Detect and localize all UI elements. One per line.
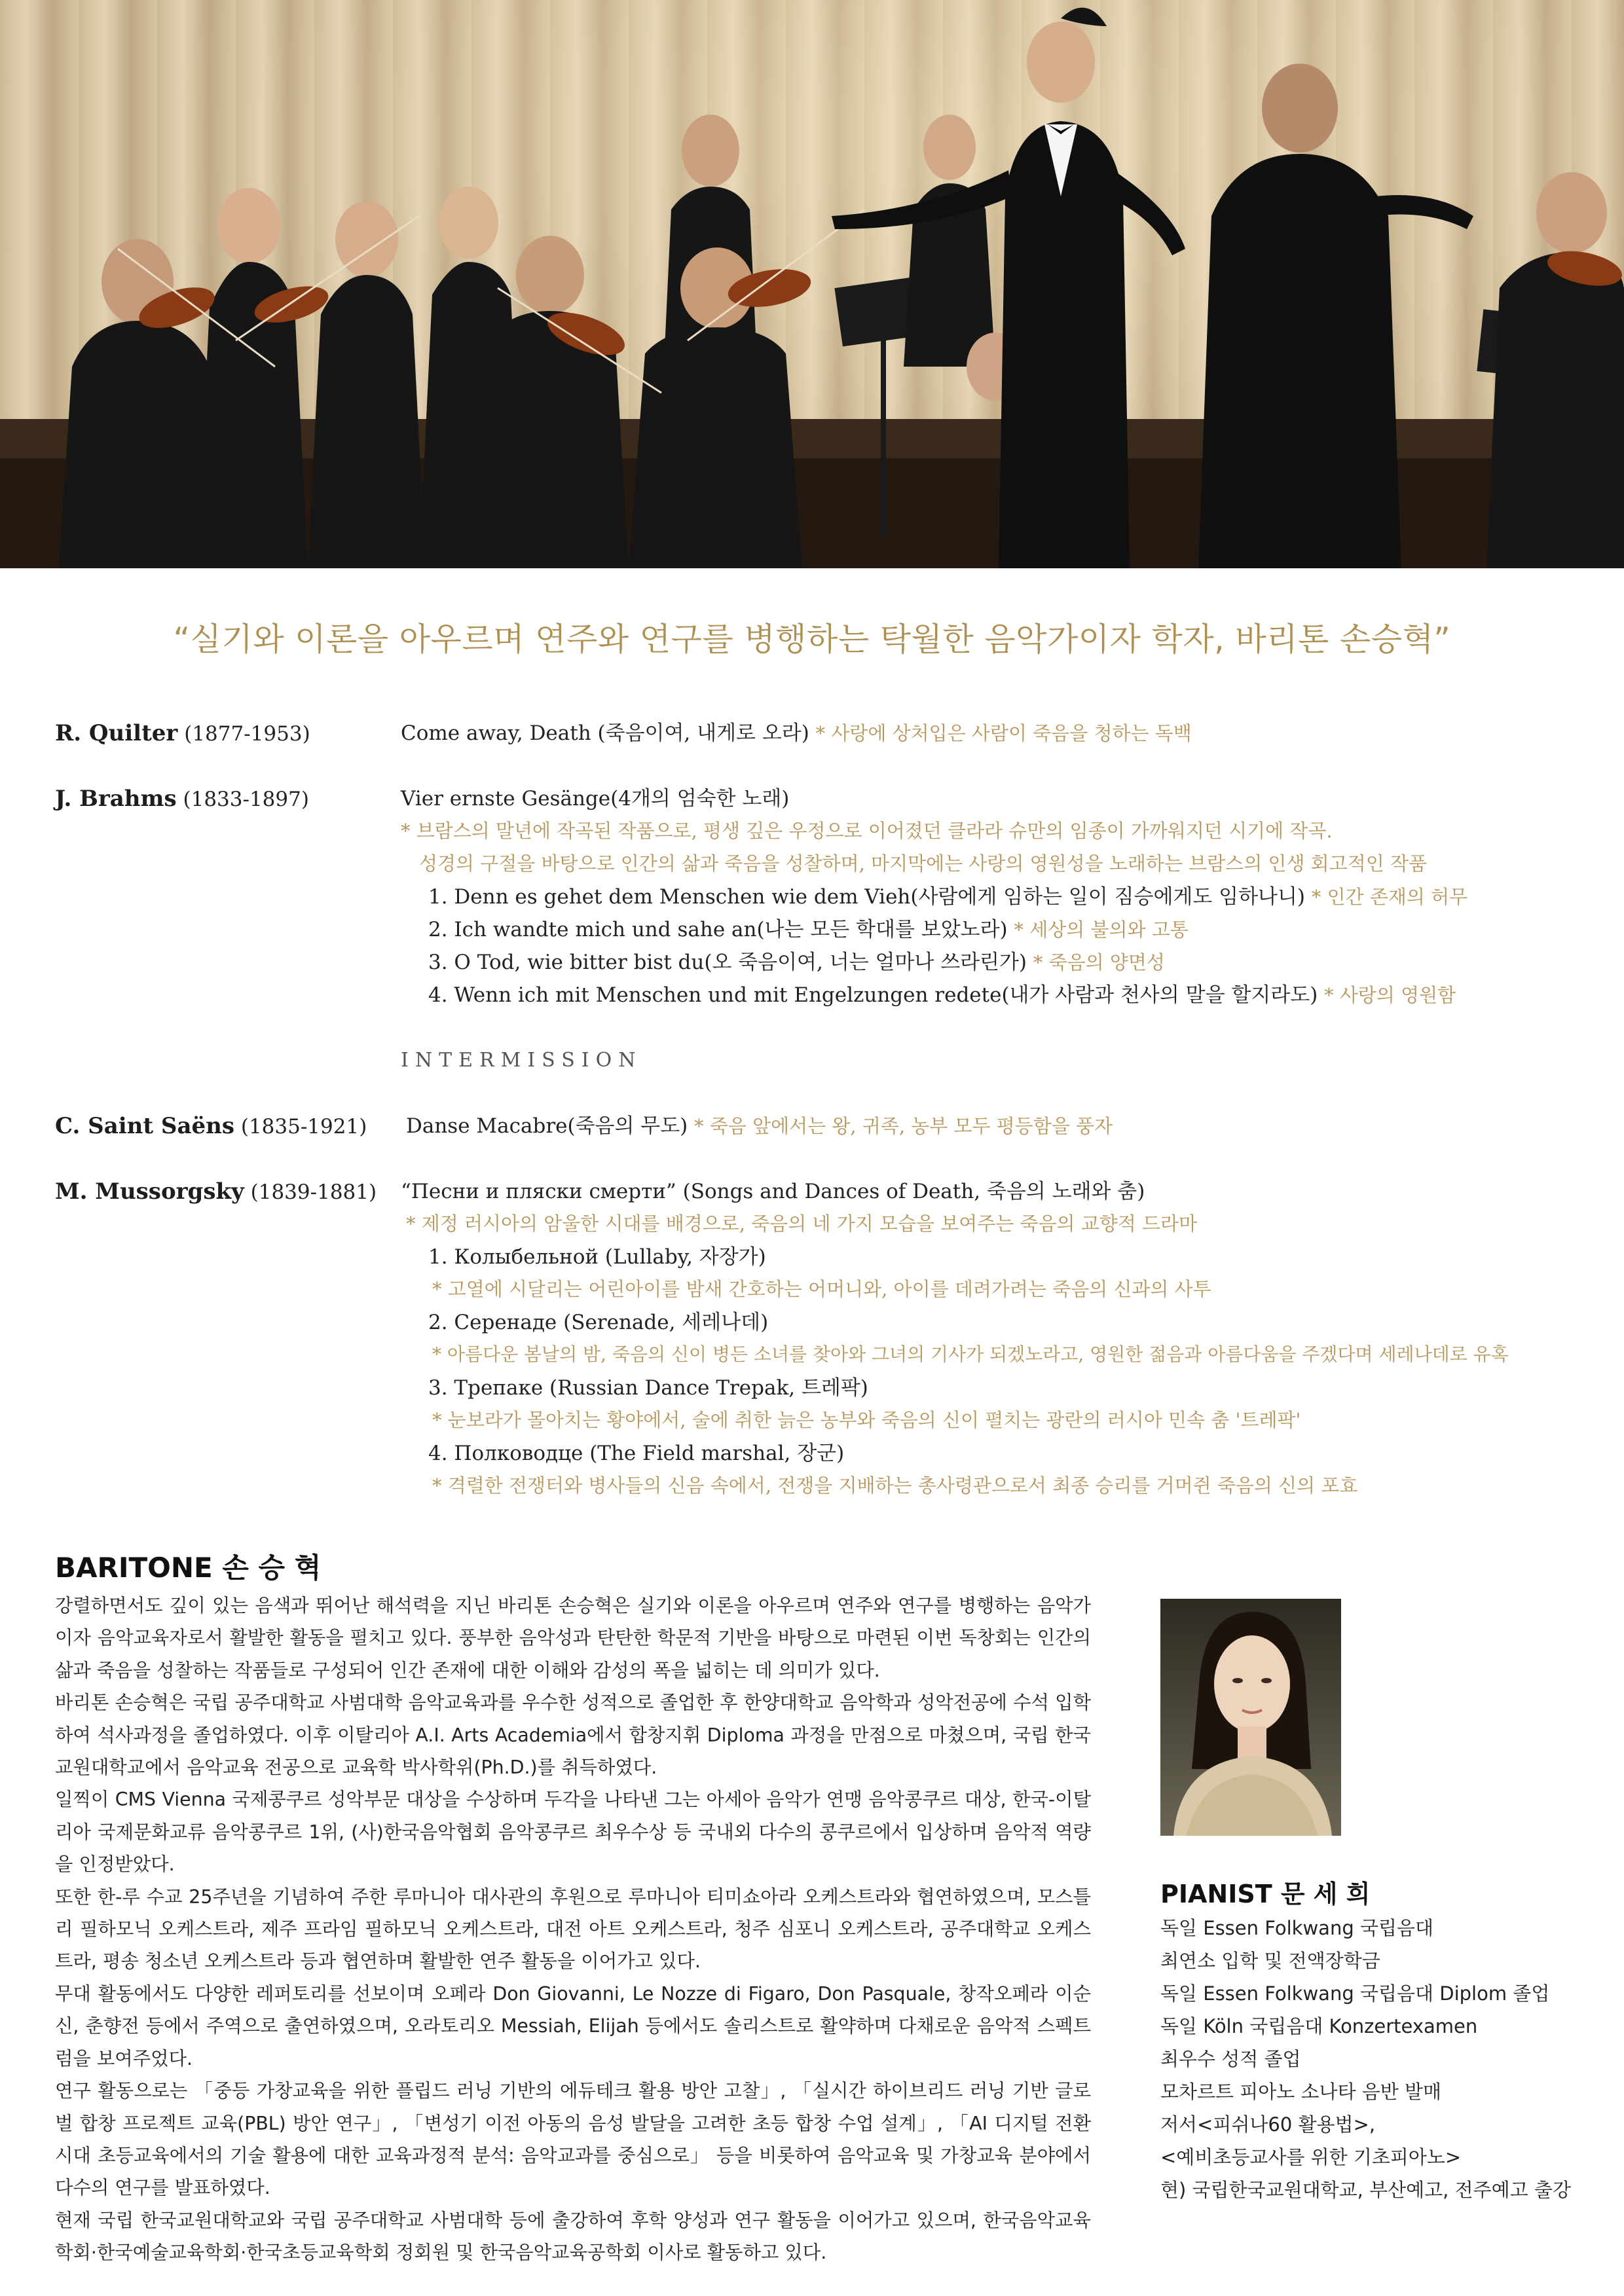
program-composer-mussorgsky [55,1178,377,1205]
mussorgsky-note: * 제정 러시아의 암울한 시대를 배경으로, 죽음의 네 가지 모습을 보여주는 죽음의 교향적 드라마 [406,1212,1198,1235]
composer-name: C. Saint Saëns [55,1113,234,1139]
work-title: Danse Macabre(죽음의 무도) [406,1114,688,1138]
list-item: 최우수 성적 졸업 [1160,2048,1301,2070]
brahms-song-4 [428,983,1456,1008]
song-title: 1. Denn es gehet dem Menschen wie dem Vieh(사람에게 임하는 일이 짐승에게도 임하나니) [428,885,1306,909]
list-item: 최연소 입학 및 전액장학금 [1160,1950,1380,1972]
list-item: 독일 Köln 국립음대 Konzertexamen [1160,2015,1478,2037]
mussorgsky-song-1-note: * 고열에 시달리는 어린아이를 밤새 간호하는 어머니와, 아이를 데려가려는 죽음의 신과의 사투 [432,1278,1211,1300]
program-work-brahms: Vier ernste Gesänge(4개의 엄숙한 노래) [401,787,790,811]
baritone-biography: 강렬하면서도 깊이 있는 음색과 뛰어난 해석력을 지닌 바리톤 손승혁은 실기와 이론을 아우르며 연주와 연구를 병행하는 음악가이자 음악교육자로서 활발한 활동을 펼치고 있다. 풍부한 음악성과 탄탄한 학문적 기반을 바탕으로 마련된 이번 독창회는 인간의 삶과 죽음을 성찰하는 작품들로 구성되어 인간 존재에 대한 이해와 감성의 폭을 넓히는 데 의미가 있다. 바리톤 손승혁은 국립 공주대학교 사범대학 음악교육과를 우수한 성적으로 졸업한 후 한양대학교 음악학과 성악전공에 수석 입학하여 석사과정을 졸업하였다. 이후 이탈리아 A.I. Arts Academia에서 합창지휘 Diploma 과정을 만점으로 마쳤으며, 국립 한국교원대학교에서 음악교육 전공으로 교육학 박사학위(Ph.D.)를 취득하였다. 일찍이 CMS Vienna 국제콩쿠르 성악부문 대상을 수상하며 두각을 나타낸 그는 아세아 음악가 연맹 음악콩쿠르 대상, 한국-이탈리아 국제문화교류 음악콩쿠르 1위, (사)한국음악협회 음악콩쿠르 최우수상 등 국내외 다수의 콩쿠르에서 입상하며 음악적 역량을 인정받았다. 또한 한-루 수교 25주년을 기념하여 주한 루마니아 대사관의 후원으로 루마니아 티미쇼아라 오케스트라와 협연하였으며, 모스틀리 필하모닉 오케스트라, 제주 프라임 필하모닉 오케스트라, 대전 아트 오케스트라, 청주 심포니 오케스트라, 공주대학교 오케스트라, 평송 청소년 오케스트라 등과 협연하며 활발한 연주 활동을 이어가고 있다. 무대 활동에서도 다양한 레퍼토리를 선보이며 오페라 Don Giovanni, Le Nozze di Figaro, Don Pasquale, 창작오페라 이순신, 춘향전 등에서 주역으로 출연하였으며, 오라토리오 Messiah, Elijah 등에서도 솔리스트로 활약하며 다채로운 음악적 스펙트럼을 보여주었다. 연구 활동으로는 「중등 가창교육을 위한 플립드 러닝 기반의 에듀테크 활용 방안 고찰」, 「실시간 하이브리드 러닝 기반 글로벌 합창 프로젝트 교육(PBL) 방안 연구」, 「변성기 이전 아동의 음성 발달을 고려한 초등 합창 수업 설계」, 「AI 디지털 전환 시대 초등교육에서의 기술 활용에 대한 교육과정적 분석: 음악교과를 중심으로」 등을 비롯하여 음악교육 및 가창교육 분야에서 다수의 연구를 발표하였다. 현재 국립 한국교원대학교와 국립 공주대학교 사범대학 등에 출강하여 후학 양성과 연구 활동을 이어가고 있으며, 한국음악교육학회·한국예술교육학회·한국초등교육학회 정회원 및 한국음악교육공학회 이사로 활동하고 있다. [55,1595,1091,2264]
song-title: 3. O Tod, wie bitter bist du(오 죽음이여, 너는 얼마나 쓰라린가) [428,951,1027,974]
song-note: * 세상의 불의와 고통 [1014,919,1189,941]
song-title: 4. Wenn ich mit Menschen und mit Engelzungen redete(내가 사람과 천사의 말을 할지라도) [428,983,1318,1007]
pianist-portrait-illustration [1160,1599,1341,1836]
composer-name: R. Quilter [55,720,178,746]
work-title: Come away, Death (죽음이여, 내게로 오라) [401,721,809,745]
program-work-quilter [401,721,1192,746]
song-note: * 죽음의 양면성 [1033,951,1165,974]
brahms-song-1 [428,885,1467,909]
hero-concert-photo [0,0,1624,568]
mussorgsky-song-3-note: * 눈보라가 몰아치는 황야에서, 술에 취한 늙은 농부와 죽음의 신이 펼치는 광란의 러시아 민속 춤 '트레팍' [432,1409,1301,1431]
intermission-label: INTERMISSION [401,1049,642,1072]
composer-name: J. Brahms [55,786,177,812]
concert-photo-illustration [0,0,1624,568]
song-title: 2. Ich wandte mich und sahe an(나는 모든 학대를 보았노라) [428,918,1008,941]
program-composer-brahms [55,786,309,812]
work-note: * 사랑에 상처입은 사람이 죽음을 청하는 독백 [815,722,1192,744]
list-item: 독일 Essen Folkwang 국립음대 Diplom 졸업 [1160,1982,1550,2005]
composer-years: (1877-1953) [184,722,310,746]
program-composer-quilter [55,720,310,747]
list-item: 모차르트 피아노 소나타 음반 발매 [1160,2081,1442,2103]
program-work-mussorgsky: “Песни и пляски смерти” (Songs and Dances of Death, 죽음의 노래와 춤) [401,1180,1145,1203]
mussorgsky-song-1: 1. Колыбельной (Lullaby, 자장가) [428,1245,766,1269]
composer-name: M. Mussorgsky [55,1178,244,1205]
composer-years: (1833-1897) [183,788,309,811]
song-note: * 사랑의 영원함 [1324,984,1456,1006]
brahms-song-2 [428,918,1189,942]
list-item: 독일 Essen Folkwang 국립음대 [1160,1917,1434,1939]
work-note: * 죽음 앞에서는 왕, 귀족, 농부 모두 평등함을 풍자 [694,1115,1113,1137]
list-item: <예비초등교사를 위한 기초피아노> [1160,2146,1462,2168]
composer-years: (1839-1881) [250,1180,377,1204]
program-composer-saint-saens [55,1113,367,1140]
baritone-heading: BARITONE 손 승 혁 [55,1552,322,1584]
mussorgsky-song-2: 2. Серенаде (Serenade, 세레나데) [428,1311,769,1334]
list-item: 현) 국립한국교원대학교, 부산예고, 전주예고 출강 [1160,2179,1571,2201]
brahms-song-3 [428,951,1165,975]
pianist-heading: PIANIST 문 세 희 [1160,1880,1371,1908]
list-item: 저서<피쉬나60 활용법>, [1160,2113,1376,2136]
brahms-note-2: 성경의 구절을 바탕으로 인간의 삶과 죽음을 성찰하며, 마지막에는 사랑의 영원성을 노래하는 브람스의 인생 회고적인 작품 [419,852,1427,875]
program-work-saint-saens [406,1114,1113,1139]
brahms-note-1: * 브람스의 말년에 작곡된 작품으로, 평생 깊은 우정으로 이어졌던 클라라 슈만의 임종이 가까워지던 시기에 작곡. [401,820,1333,842]
headline-quote: “실기와 이론을 아우르며 연주와 연구를 병행하는 탁월한 음악가이자 학자, 바리톤 손승혁” [173,621,1451,658]
song-note: * 인간 존재의 허무 [1311,886,1468,908]
mussorgsky-song-2-note: * 아름다운 봄날의 밤, 죽음의 신이 병든 소녀를 찾아와 그녀의 기사가 되겠노라고, 영원한 젊음과 아름다움을 주겠다며 세레나데로 유혹 [432,1343,1509,1365]
mussorgsky-song-3: 3. Трепаке (Russian Dance Trepak, 트레팍) [428,1376,868,1400]
pianist-portrait [1160,1599,1341,1836]
mussorgsky-song-4-note: * 격렬한 전쟁터와 병사들의 신음 속에서, 전쟁을 지배하는 총사령관으로서 최종 승리를 거머쥔 죽음의 신의 포효 [432,1474,1358,1497]
composer-years: (1835-1921) [240,1115,367,1139]
mussorgsky-song-4: 4. Полководце (The Field marshal, 장군) [428,1442,845,1465]
pianist-credentials [1160,1912,1571,2206]
